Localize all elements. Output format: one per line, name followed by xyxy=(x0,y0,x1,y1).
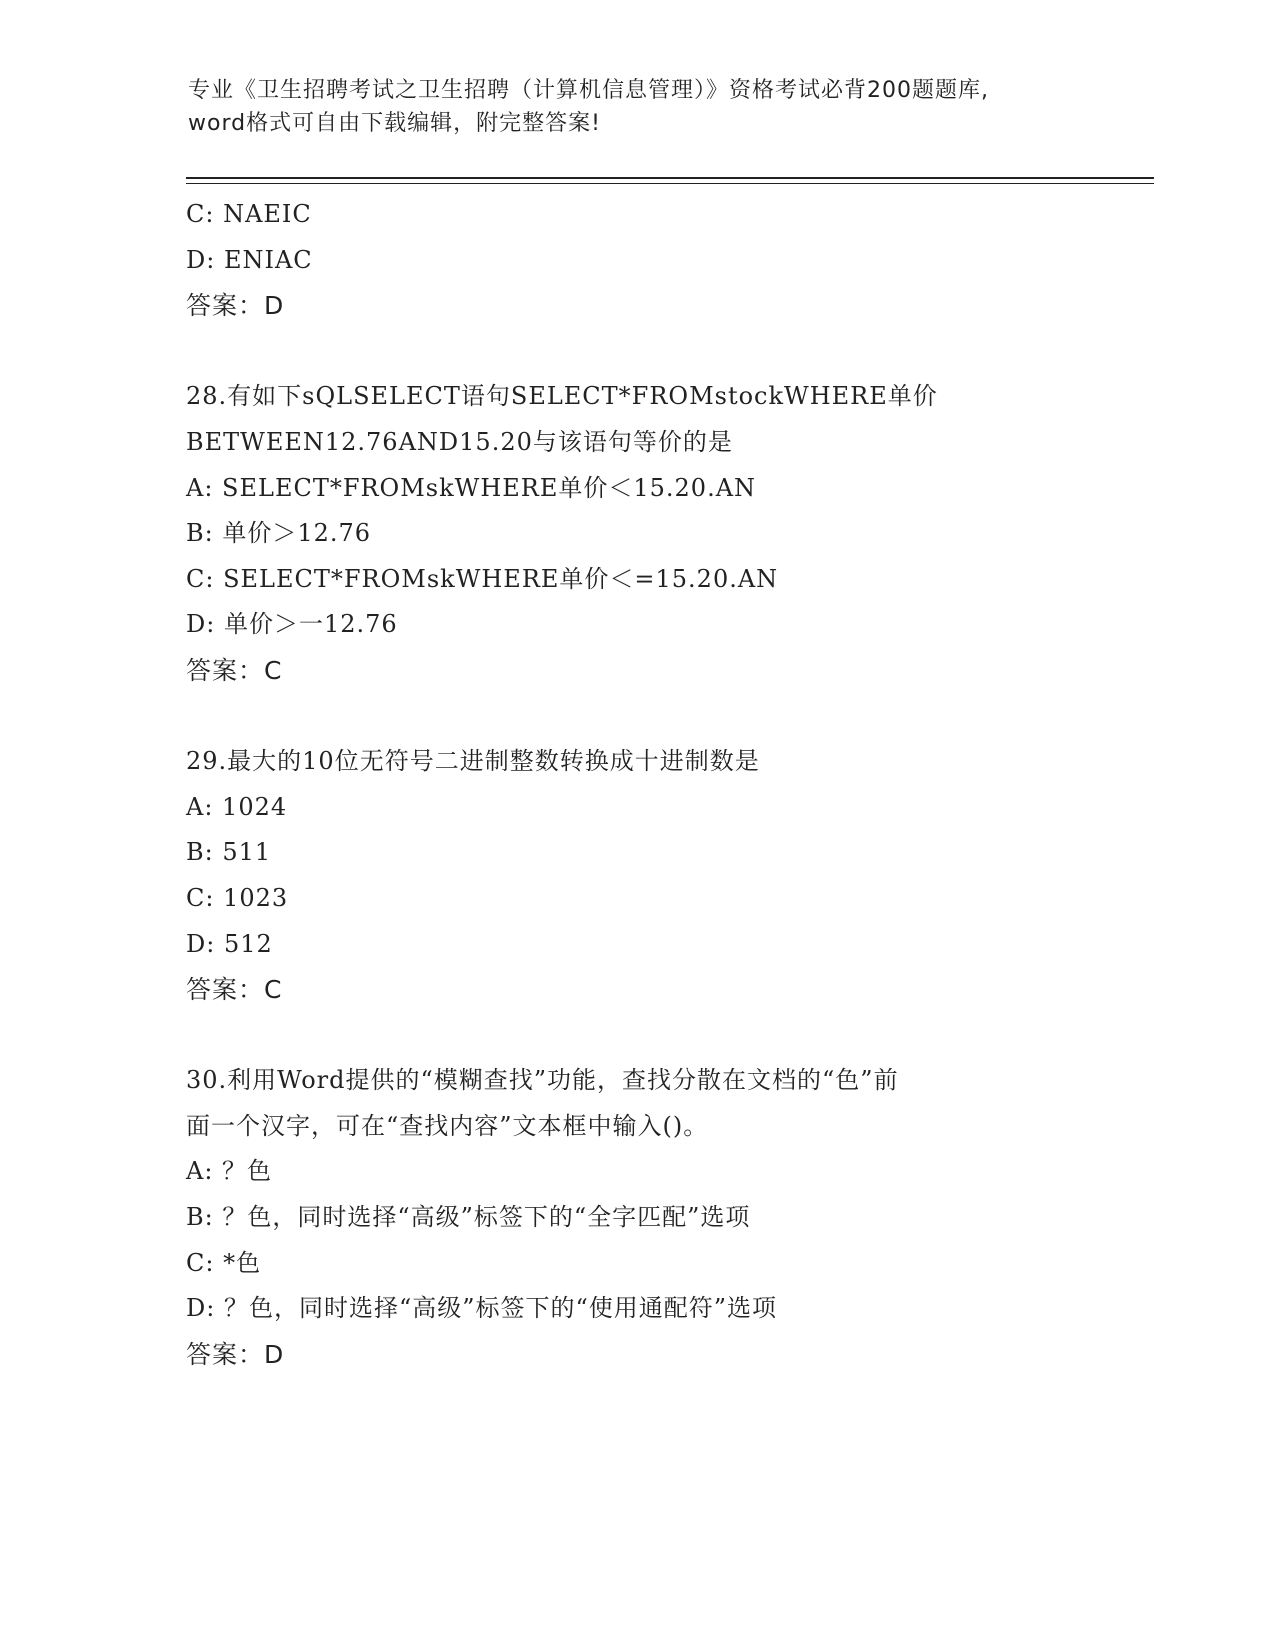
document-body xyxy=(186,192,1146,1377)
option-a: A: ？色 xyxy=(186,1157,273,1186)
option-b: B: 单价＞12.76 xyxy=(186,519,372,548)
answer-line: 答案：D xyxy=(186,1339,285,1369)
question-30 xyxy=(186,1058,1146,1377)
option-d: D: 512 xyxy=(186,929,273,958)
document-header xyxy=(188,74,1088,140)
question-stem-continued: 面一个汉字，可在“查找内容”文本框中输入()。 xyxy=(186,1111,709,1140)
question-spacer xyxy=(186,1013,1146,1059)
option-a: A: SELECT*FROMskWHERE单价＜15.20.AN xyxy=(186,473,757,502)
option-b: B: ？色，同时选择“高级”标签下的“全字匹配”选项 xyxy=(186,1203,751,1232)
option-d: D: 单价＞一12.76 xyxy=(186,610,398,639)
option-c: C: 1023 xyxy=(186,883,289,912)
question-stem: 29.最大的10位无符号二进制整数转换成十进制数是 xyxy=(186,747,760,776)
header-line-2: word格式可自由下载编辑，附完整答案! xyxy=(188,111,601,136)
answer-line: 答案：D xyxy=(186,291,285,321)
question-spacer xyxy=(186,694,1146,740)
answer-line: 答案：C xyxy=(186,655,283,685)
question-stem-continued: BETWEEN12.76AND15.20与该语句等价的是 xyxy=(186,427,733,456)
option-d: D: ENIAC xyxy=(186,245,313,274)
option-c: C: *色 xyxy=(186,1248,262,1277)
header-line-1: 专业《卫生招聘考试之卫生招聘（计算机信息管理）》资格考试必背200题题库, xyxy=(188,78,989,103)
option-c: C: SELECT*FROMskWHERE单价＜=15.20.AN xyxy=(186,564,779,593)
question-27-tail xyxy=(186,192,1146,329)
header-rule-thick xyxy=(186,177,1154,179)
answer-line: 答案：C xyxy=(186,975,283,1005)
option-c: C: NAEIC xyxy=(186,200,312,228)
header-rule-thin xyxy=(186,183,1154,184)
option-a: A: 1024 xyxy=(186,792,288,821)
question-spacer xyxy=(186,329,1146,375)
question-stem: 28.有如下sQLSELECT语句SELECT*FROMstockWHERE单价 xyxy=(186,382,938,411)
option-d: D: ？色，同时选择“高级”标签下的“使用通配符”选项 xyxy=(186,1294,778,1323)
question-29 xyxy=(186,739,1146,1013)
option-b: B: 511 xyxy=(186,838,272,867)
question-28 xyxy=(186,374,1146,693)
question-stem: 30.利用Word提供的“模糊查找”功能，查找分散在文档的“色”前 xyxy=(186,1066,899,1095)
